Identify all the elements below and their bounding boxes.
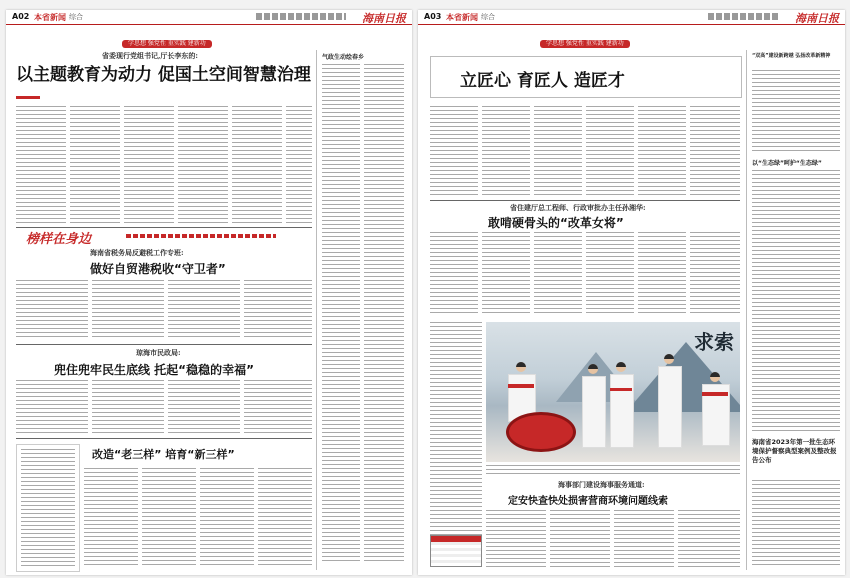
story4-text-col-4 <box>258 468 312 568</box>
lead-kicker: 省委现行党组书记,厅长李东的: <box>102 51 199 60</box>
story2-headline: 敢啃硬骨头的“改革女将” <box>488 216 624 230</box>
story3-text-col-3 <box>614 510 674 568</box>
story3-kicker: 琼海市民政局: <box>136 348 181 357</box>
page-header <box>6 10 412 25</box>
story3-kicker: 海事部门建设海事服务通道: <box>558 480 645 489</box>
photo-caption <box>486 465 740 475</box>
side-headline-2: 以“生态绿”呵护“生态绿” <box>752 160 822 167</box>
story4-text-col-3 <box>200 468 254 568</box>
right-text-col-2 <box>364 64 404 564</box>
column-slogan <box>126 234 276 238</box>
story2-text-col-3 <box>534 232 582 314</box>
page-number: A02 <box>12 12 30 21</box>
story2-text-col-4 <box>244 280 312 340</box>
lead-text-col-5 <box>232 106 282 224</box>
upper-text-col-2 <box>482 106 530 196</box>
sidebar-box <box>16 444 80 572</box>
left-newspaper-page <box>6 10 412 575</box>
side-text-1 <box>752 70 840 154</box>
story2-kicker: 省住建厅总工程师、行政审批办主任孙湘华: <box>510 203 646 212</box>
story2-text-col-1 <box>430 232 478 314</box>
story3-headline: 兜住兜牢民生底线 托起“稳稳的幸福” <box>54 363 254 377</box>
column-logo: 榜样在身边 <box>26 232 92 247</box>
page-header <box>418 10 845 25</box>
lead-marker <box>16 96 40 99</box>
page-number: A03 <box>424 12 442 21</box>
column-divider <box>746 50 747 570</box>
header-info-text <box>708 13 780 20</box>
section-title: 本省新闻 <box>34 13 66 22</box>
column-divider <box>316 50 317 570</box>
story3-text-col-1 <box>16 380 88 435</box>
lead-text-col-3 <box>124 106 174 224</box>
story3-text-col-2 <box>550 510 610 568</box>
header-info-text <box>256 13 346 20</box>
upper-text-col-6 <box>690 106 740 196</box>
divider <box>16 344 312 345</box>
story3-text-col-2 <box>92 380 164 435</box>
section-title: 本省新闻 <box>446 13 478 22</box>
banner-headline: 立匠心 育匠人 造匠才 <box>460 71 625 91</box>
lead-text-col-4 <box>178 106 228 224</box>
story3-text-col-4 <box>244 380 312 435</box>
calligraphy-text: 求索 <box>694 330 734 354</box>
story2-text-col-3 <box>168 280 240 340</box>
left-narrow-column <box>430 322 482 568</box>
upper-text-col-3 <box>534 106 582 196</box>
right-column-title: 气政生动绘春乡 <box>322 54 365 61</box>
upper-text-col-1 <box>430 106 478 196</box>
newspaper-masthead: 海南日报 <box>362 12 406 25</box>
lead-text-col-2 <box>70 106 120 224</box>
story3-headline: 定安快查快处损害营商环境问题线索 <box>508 496 668 507</box>
story2-text-col-5 <box>638 232 686 314</box>
story2-headline: 做好自贸港税收“守卫者” <box>90 262 226 276</box>
section-subtitle: 综合 <box>481 13 495 21</box>
story3-text-col-4 <box>678 510 740 568</box>
data-table <box>430 535 482 567</box>
side-headline-3: 海南省2023年第一批生态环境保护督察典型案例及整改报告公布 <box>752 438 837 464</box>
upper-text-col-5 <box>638 106 686 196</box>
lead-headline: 以主题教育为动力 促国土空间智慧治理 <box>16 65 311 85</box>
campaign-tag: 学思想 强党性 重实践 建新功 <box>540 40 630 48</box>
story2-text-col-6 <box>690 232 740 314</box>
right-newspaper-page <box>418 10 845 575</box>
story4-text-col-2 <box>142 468 196 568</box>
story3-text-col-1 <box>486 510 546 568</box>
story2-text-col-2 <box>482 232 530 314</box>
section-subtitle: 综合 <box>69 13 83 21</box>
divider <box>430 200 740 201</box>
performance-photo <box>486 322 740 462</box>
story2-kicker: 海南省税务局反避税工作专班: <box>90 248 184 257</box>
story2-text-col-2 <box>92 280 164 340</box>
story4-text-col-1 <box>84 468 138 568</box>
drum <box>506 412 576 452</box>
upper-text-col-4 <box>586 106 634 196</box>
newspaper-masthead: 海南日报 <box>795 12 839 25</box>
story2-text-col-1 <box>16 280 88 340</box>
lead-text-col-6 <box>286 106 312 224</box>
story3-text-col-3 <box>168 380 240 435</box>
side-text-2 <box>752 170 840 432</box>
story2-text-col-4 <box>586 232 634 314</box>
lead-text-col-1 <box>16 106 66 224</box>
right-text-col-1 <box>322 64 360 564</box>
campaign-tag: 学思想 强党性 重实践 建新功 <box>122 40 212 48</box>
side-headline-1: “双高”建设新跨越 弘扬改革新精神 <box>752 53 831 59</box>
story4-headline: 改造“老三样” 培育“新三样” <box>92 448 235 461</box>
side-text-3 <box>752 480 840 568</box>
divider <box>16 438 312 439</box>
